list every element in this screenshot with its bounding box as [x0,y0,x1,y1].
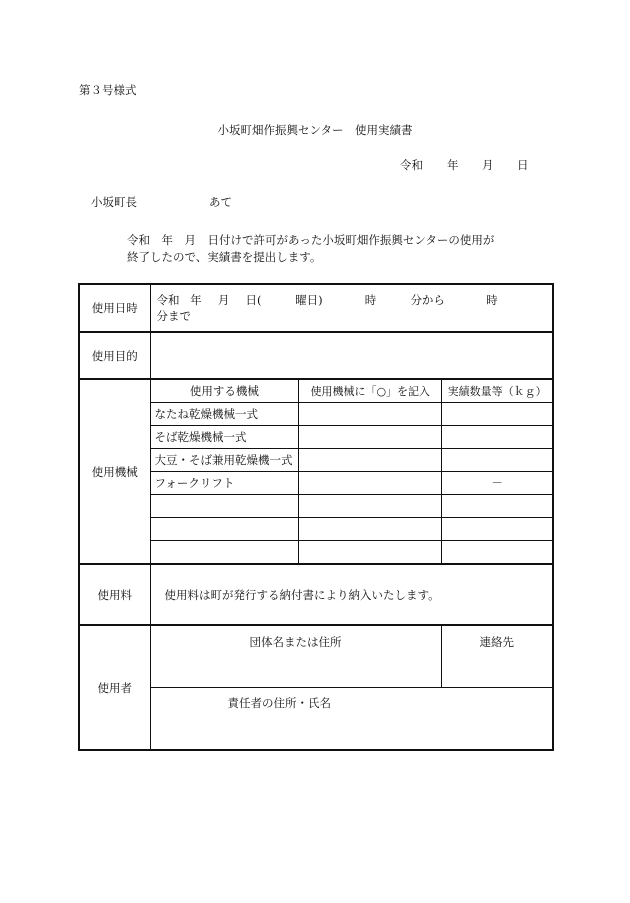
purpose-label: 使用目的 [79,332,150,379]
date-month: 月 [482,158,494,172]
machine-qty-field[interactable] [442,518,552,541]
machines-header-qty: 実績数量等（ｋｇ） [442,380,552,403]
fee-label: 使用料 [79,564,150,625]
machine-qty-field[interactable] [442,541,552,564]
machine-mark-field[interactable] [299,403,442,426]
usage-date-era: 令和 [156,293,180,307]
machine-mark-field[interactable] [299,518,442,541]
intro-line-1: 令和 年 月 日付けで許可があった小坂町畑作振興センターの使用が [127,233,495,247]
addressee-suffix: あて [209,195,232,209]
machine-mark-field[interactable] [299,472,442,495]
machines-label: 使用機械 [79,379,150,564]
machine-qty-field[interactable] [442,449,552,472]
intro-line-2: 終了したので、実績書を提出します。 [127,250,322,264]
usage-date-month: 月 [217,293,230,307]
machine-name-blank[interactable] [151,518,299,541]
machine-name-blank[interactable] [151,541,299,564]
machine-qty-field[interactable] [442,426,552,449]
machines-header-mark: 使用機械に「○」を記入 [299,380,442,403]
usage-start-hour: 時 [364,293,377,307]
form-number: 第３号様式 [79,83,137,97]
machine-mark-field[interactable] [299,541,442,564]
org-address-label: 団体名または住所 [249,635,342,649]
purpose-field[interactable] [150,332,553,379]
contact-field[interactable] [441,625,553,687]
machine-qty-field[interactable] [442,403,552,426]
usage-date-label: 使用日時 [79,284,150,332]
usage-end-hour: 時 [486,293,498,307]
machines-header-machine: 使用する機械 [151,380,299,403]
machines-table-cell [150,379,553,564]
org-address-field[interactable] [150,625,441,687]
usage-date-field[interactable] [150,284,553,332]
responsible-label: 責任者の住所・氏名 [227,695,331,710]
machine-name: なたね乾燥機械一式 [151,403,299,426]
date-era: 令和 [400,158,423,172]
usage-date-year: 年 [190,293,202,307]
machine-name-blank[interactable] [151,495,299,518]
machine-name: フォークリフト [151,472,299,495]
date-year: 年 [447,158,459,172]
usage-report-table [78,283,554,751]
usage-end-minute: 分まで [156,309,191,323]
addressee-name: 小坂町長 [91,195,137,209]
contact-label: 連絡先 [479,635,514,649]
responsible-field[interactable] [150,687,553,750]
machine-name: そば乾燥機械一式 [151,426,299,449]
machine-mark-field[interactable] [299,495,442,518]
date-day: 日 [517,158,529,172]
machines-table [151,380,553,563]
machine-mark-field[interactable] [299,426,442,449]
usage-date-day: 日( [245,293,262,307]
fee-text: 使用料は町が発行する納付書により納入いたします。 [150,564,553,625]
machine-name: 大豆・そば兼用乾燥機一式 [151,449,299,472]
user-label: 使用者 [79,625,150,750]
machine-mark-field[interactable] [299,449,442,472]
document-title: 小坂町畑作振興センター 使用実績書 [217,123,413,137]
machine-qty-field[interactable] [442,495,552,518]
usage-date-weekday: 曜日) [295,293,323,307]
usage-start-minute: 分から [410,293,445,307]
machine-qty-field[interactable]: － [442,472,552,495]
